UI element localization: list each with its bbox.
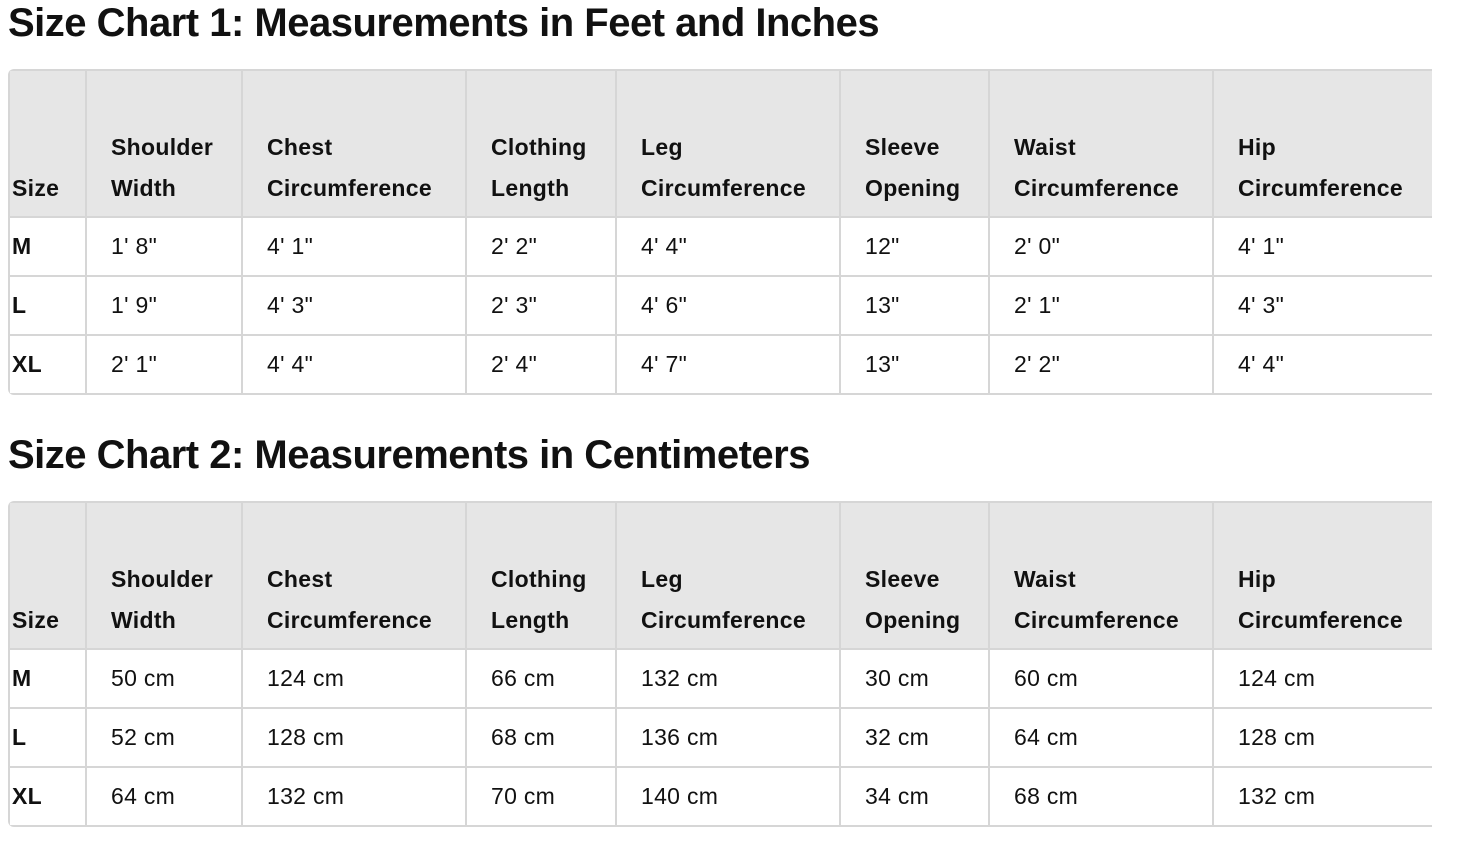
column-header-text: Opening bbox=[865, 607, 961, 633]
column-header bbox=[86, 502, 242, 649]
column-header-text: Waist bbox=[1014, 566, 1076, 592]
column-header-text: Shoulder bbox=[111, 566, 214, 592]
column-header-text: Leg bbox=[641, 566, 683, 592]
measurement-cell: 4' 1" bbox=[242, 217, 466, 276]
measurement-cell: 124 cm bbox=[242, 649, 466, 708]
column-header-text: Hip bbox=[1238, 134, 1276, 160]
size-label-cell: L bbox=[9, 708, 86, 767]
column-header-text: Size bbox=[12, 607, 60, 633]
column-header-text: Clothing bbox=[491, 566, 587, 592]
column-header bbox=[1213, 70, 1432, 217]
measurement-cell: 2' 4" bbox=[466, 335, 616, 394]
measurement-cell: 2' 1" bbox=[86, 335, 242, 394]
column-header bbox=[242, 502, 466, 649]
size-label-cell: L bbox=[9, 276, 86, 335]
column-header-text: Length bbox=[491, 607, 570, 633]
table-row bbox=[9, 767, 1432, 826]
size-label-cell: M bbox=[9, 217, 86, 276]
size-chart-2-title: Size Chart 2: Measurements in Centimeters bbox=[8, 433, 810, 477]
column-header bbox=[989, 70, 1213, 217]
measurement-cell: 60 cm bbox=[989, 649, 1213, 708]
size-label-cell: M bbox=[9, 649, 86, 708]
measurement-cell: 68 cm bbox=[989, 767, 1213, 826]
measurement-cell: 4' 4" bbox=[616, 217, 840, 276]
measurement-cell: 30 cm bbox=[840, 649, 989, 708]
measurement-cell: 128 cm bbox=[1213, 708, 1432, 767]
column-header-text: Chest bbox=[267, 566, 333, 592]
column-header bbox=[466, 502, 616, 649]
column-header-text: Circumference bbox=[267, 175, 432, 201]
measurement-cell: 34 cm bbox=[840, 767, 989, 826]
table-row bbox=[9, 708, 1432, 767]
column-header-text: Circumference bbox=[641, 607, 806, 633]
measurement-cell: 32 cm bbox=[840, 708, 989, 767]
table-header bbox=[9, 70, 1432, 217]
column-header-text: Leg bbox=[641, 134, 683, 160]
measurement-cell: 68 cm bbox=[466, 708, 616, 767]
column-header bbox=[840, 502, 989, 649]
size-label-cell: XL bbox=[9, 335, 86, 394]
measurement-cell: 66 cm bbox=[466, 649, 616, 708]
measurement-cell: 2' 2" bbox=[989, 335, 1213, 394]
measurement-cell: 124 cm bbox=[1213, 649, 1432, 708]
column-header bbox=[86, 70, 242, 217]
column-header bbox=[1213, 502, 1432, 649]
measurement-cell: 13" bbox=[840, 335, 989, 394]
measurement-cell: 4' 6" bbox=[616, 276, 840, 335]
column-header bbox=[242, 70, 466, 217]
measurement-cell: 64 cm bbox=[989, 708, 1213, 767]
measurement-cell: 132 cm bbox=[242, 767, 466, 826]
column-header bbox=[9, 502, 86, 649]
size-label-cell: XL bbox=[9, 767, 86, 826]
measurement-cell: 52 cm bbox=[86, 708, 242, 767]
measurement-cell: 132 cm bbox=[616, 649, 840, 708]
measurement-cell: 2' 2" bbox=[466, 217, 616, 276]
table-row bbox=[9, 335, 1432, 394]
column-header-text: Size bbox=[12, 175, 60, 201]
column-header-text: Chest bbox=[267, 134, 333, 160]
column-header bbox=[989, 502, 1213, 649]
measurement-cell: 140 cm bbox=[616, 767, 840, 826]
column-header-text: Circumference bbox=[1014, 607, 1179, 633]
measurement-cell: 4' 4" bbox=[242, 335, 466, 394]
column-header-text: Shoulder bbox=[111, 134, 214, 160]
column-header-text: Circumference bbox=[641, 175, 806, 201]
measurement-cell: 13" bbox=[840, 276, 989, 335]
column-header bbox=[840, 70, 989, 217]
measurement-cell: 136 cm bbox=[616, 708, 840, 767]
table-body bbox=[9, 217, 1432, 394]
column-header-text: Circumference bbox=[1238, 175, 1403, 201]
column-header-text: Waist bbox=[1014, 134, 1076, 160]
measurement-cell: 2' 3" bbox=[466, 276, 616, 335]
table-header bbox=[9, 502, 1432, 649]
measurement-cell: 50 cm bbox=[86, 649, 242, 708]
measurement-cell: 128 cm bbox=[242, 708, 466, 767]
measurement-cell: 4' 1" bbox=[1213, 217, 1432, 276]
measurement-cell: 4' 3" bbox=[242, 276, 466, 335]
column-header-text: Sleeve bbox=[865, 566, 940, 592]
measurement-cell: 4' 7" bbox=[616, 335, 840, 394]
measurement-cell: 4' 4" bbox=[1213, 335, 1432, 394]
column-header bbox=[9, 70, 86, 217]
column-header-text: Opening bbox=[865, 175, 961, 201]
column-header bbox=[466, 70, 616, 217]
header-row bbox=[9, 502, 1432, 649]
measurement-cell: 12" bbox=[840, 217, 989, 276]
measurement-cell: 2' 1" bbox=[989, 276, 1213, 335]
column-header-text: Clothing bbox=[491, 134, 587, 160]
column-header-text: Circumference bbox=[267, 607, 432, 633]
column-header-text: Sleeve bbox=[865, 134, 940, 160]
column-header-text: Length bbox=[491, 175, 570, 201]
column-header bbox=[616, 502, 840, 649]
measurement-cell: 1' 8" bbox=[86, 217, 242, 276]
column-header bbox=[616, 70, 840, 217]
table-body bbox=[9, 649, 1432, 826]
table-row bbox=[9, 217, 1432, 276]
measurement-cell: 2' 0" bbox=[989, 217, 1213, 276]
measurement-cell: 1' 9" bbox=[86, 276, 242, 335]
measurement-cell: 4' 3" bbox=[1213, 276, 1432, 335]
size-chart-1-title: Size Chart 1: Measurements in Feet and Inches bbox=[8, 1, 880, 45]
size-chart-1-table bbox=[8, 69, 1432, 395]
table-row bbox=[9, 276, 1432, 335]
size-chart-2-table-container bbox=[8, 501, 1432, 827]
column-header-text: Circumference bbox=[1014, 175, 1179, 201]
column-header-text: Width bbox=[111, 175, 177, 201]
column-header-text: Hip bbox=[1238, 566, 1276, 592]
table-row bbox=[9, 649, 1432, 708]
column-header-text: Circumference bbox=[1238, 607, 1403, 633]
measurement-cell: 64 cm bbox=[86, 767, 242, 826]
measurement-cell: 70 cm bbox=[466, 767, 616, 826]
header-row bbox=[9, 70, 1432, 217]
size-chart-1-table-container bbox=[8, 69, 1432, 395]
size-chart-2-table bbox=[8, 501, 1432, 827]
measurement-cell: 132 cm bbox=[1213, 767, 1432, 826]
column-header-text: Width bbox=[111, 607, 177, 633]
